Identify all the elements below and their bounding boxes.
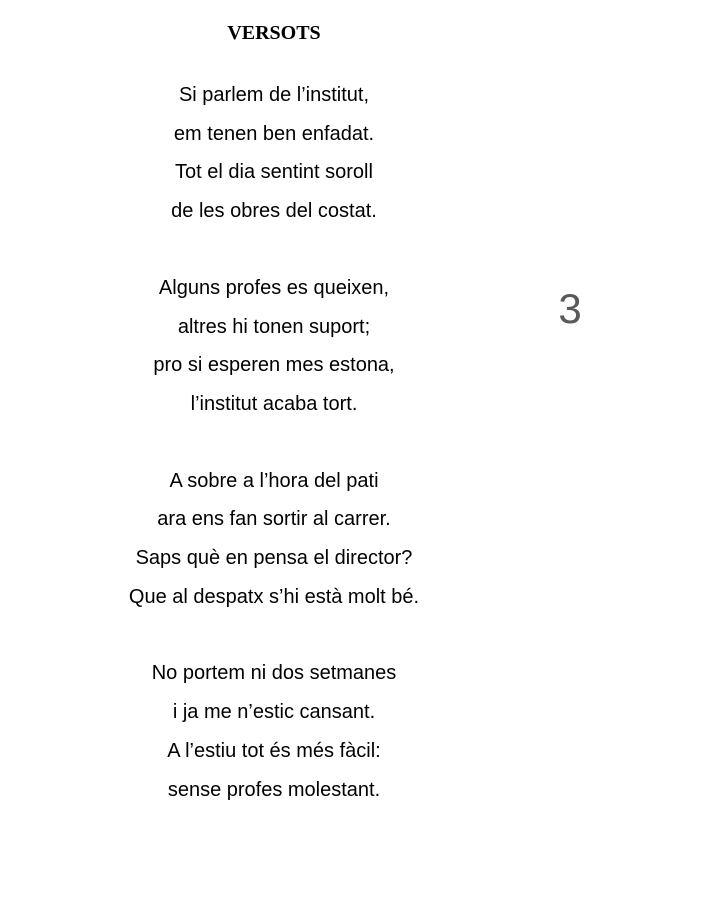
verse-line: A sobre a l’hora del pati [169,469,379,492]
poem-body [74,76,474,847]
verse-line: Si parlem de l’institut, [178,84,370,106]
verse-line: l’institut acaba tort. [190,392,358,415]
verse-line: sense profes molestant. [167,778,381,801]
verse-line: em tenen ben enfadat. [173,122,375,145]
verse-line: Que al despatx s’hi està molt bé. [128,585,420,608]
stanza-3 [74,462,474,617]
verse-line: A l’estiu tot és més fàcil: [167,739,381,762]
stanza-4 [74,654,474,809]
verse-line: No portem ni dos setmanes [151,662,397,685]
verse-line: de les obres del costat. [171,200,377,223]
verse-line: ara ens fan sortir al carrer. [157,508,391,531]
verse-line: i ja me n’estic cansant. [172,701,376,724]
verse-line: Alguns profes es queixen, [158,276,390,299]
verse-line: pro si esperen mes estona, [153,354,395,377]
verse-line: altres hi tonen suport; [177,315,371,338]
stanza-2 [74,269,474,424]
page-number: 3 [558,285,582,332]
poem-title: VERSOTS [227,22,321,44]
verse-line: Tot el dia sentint soroll [175,161,373,184]
verse-line: Saps què en pensa el director? [135,547,413,570]
stanza-1 [74,76,474,231]
